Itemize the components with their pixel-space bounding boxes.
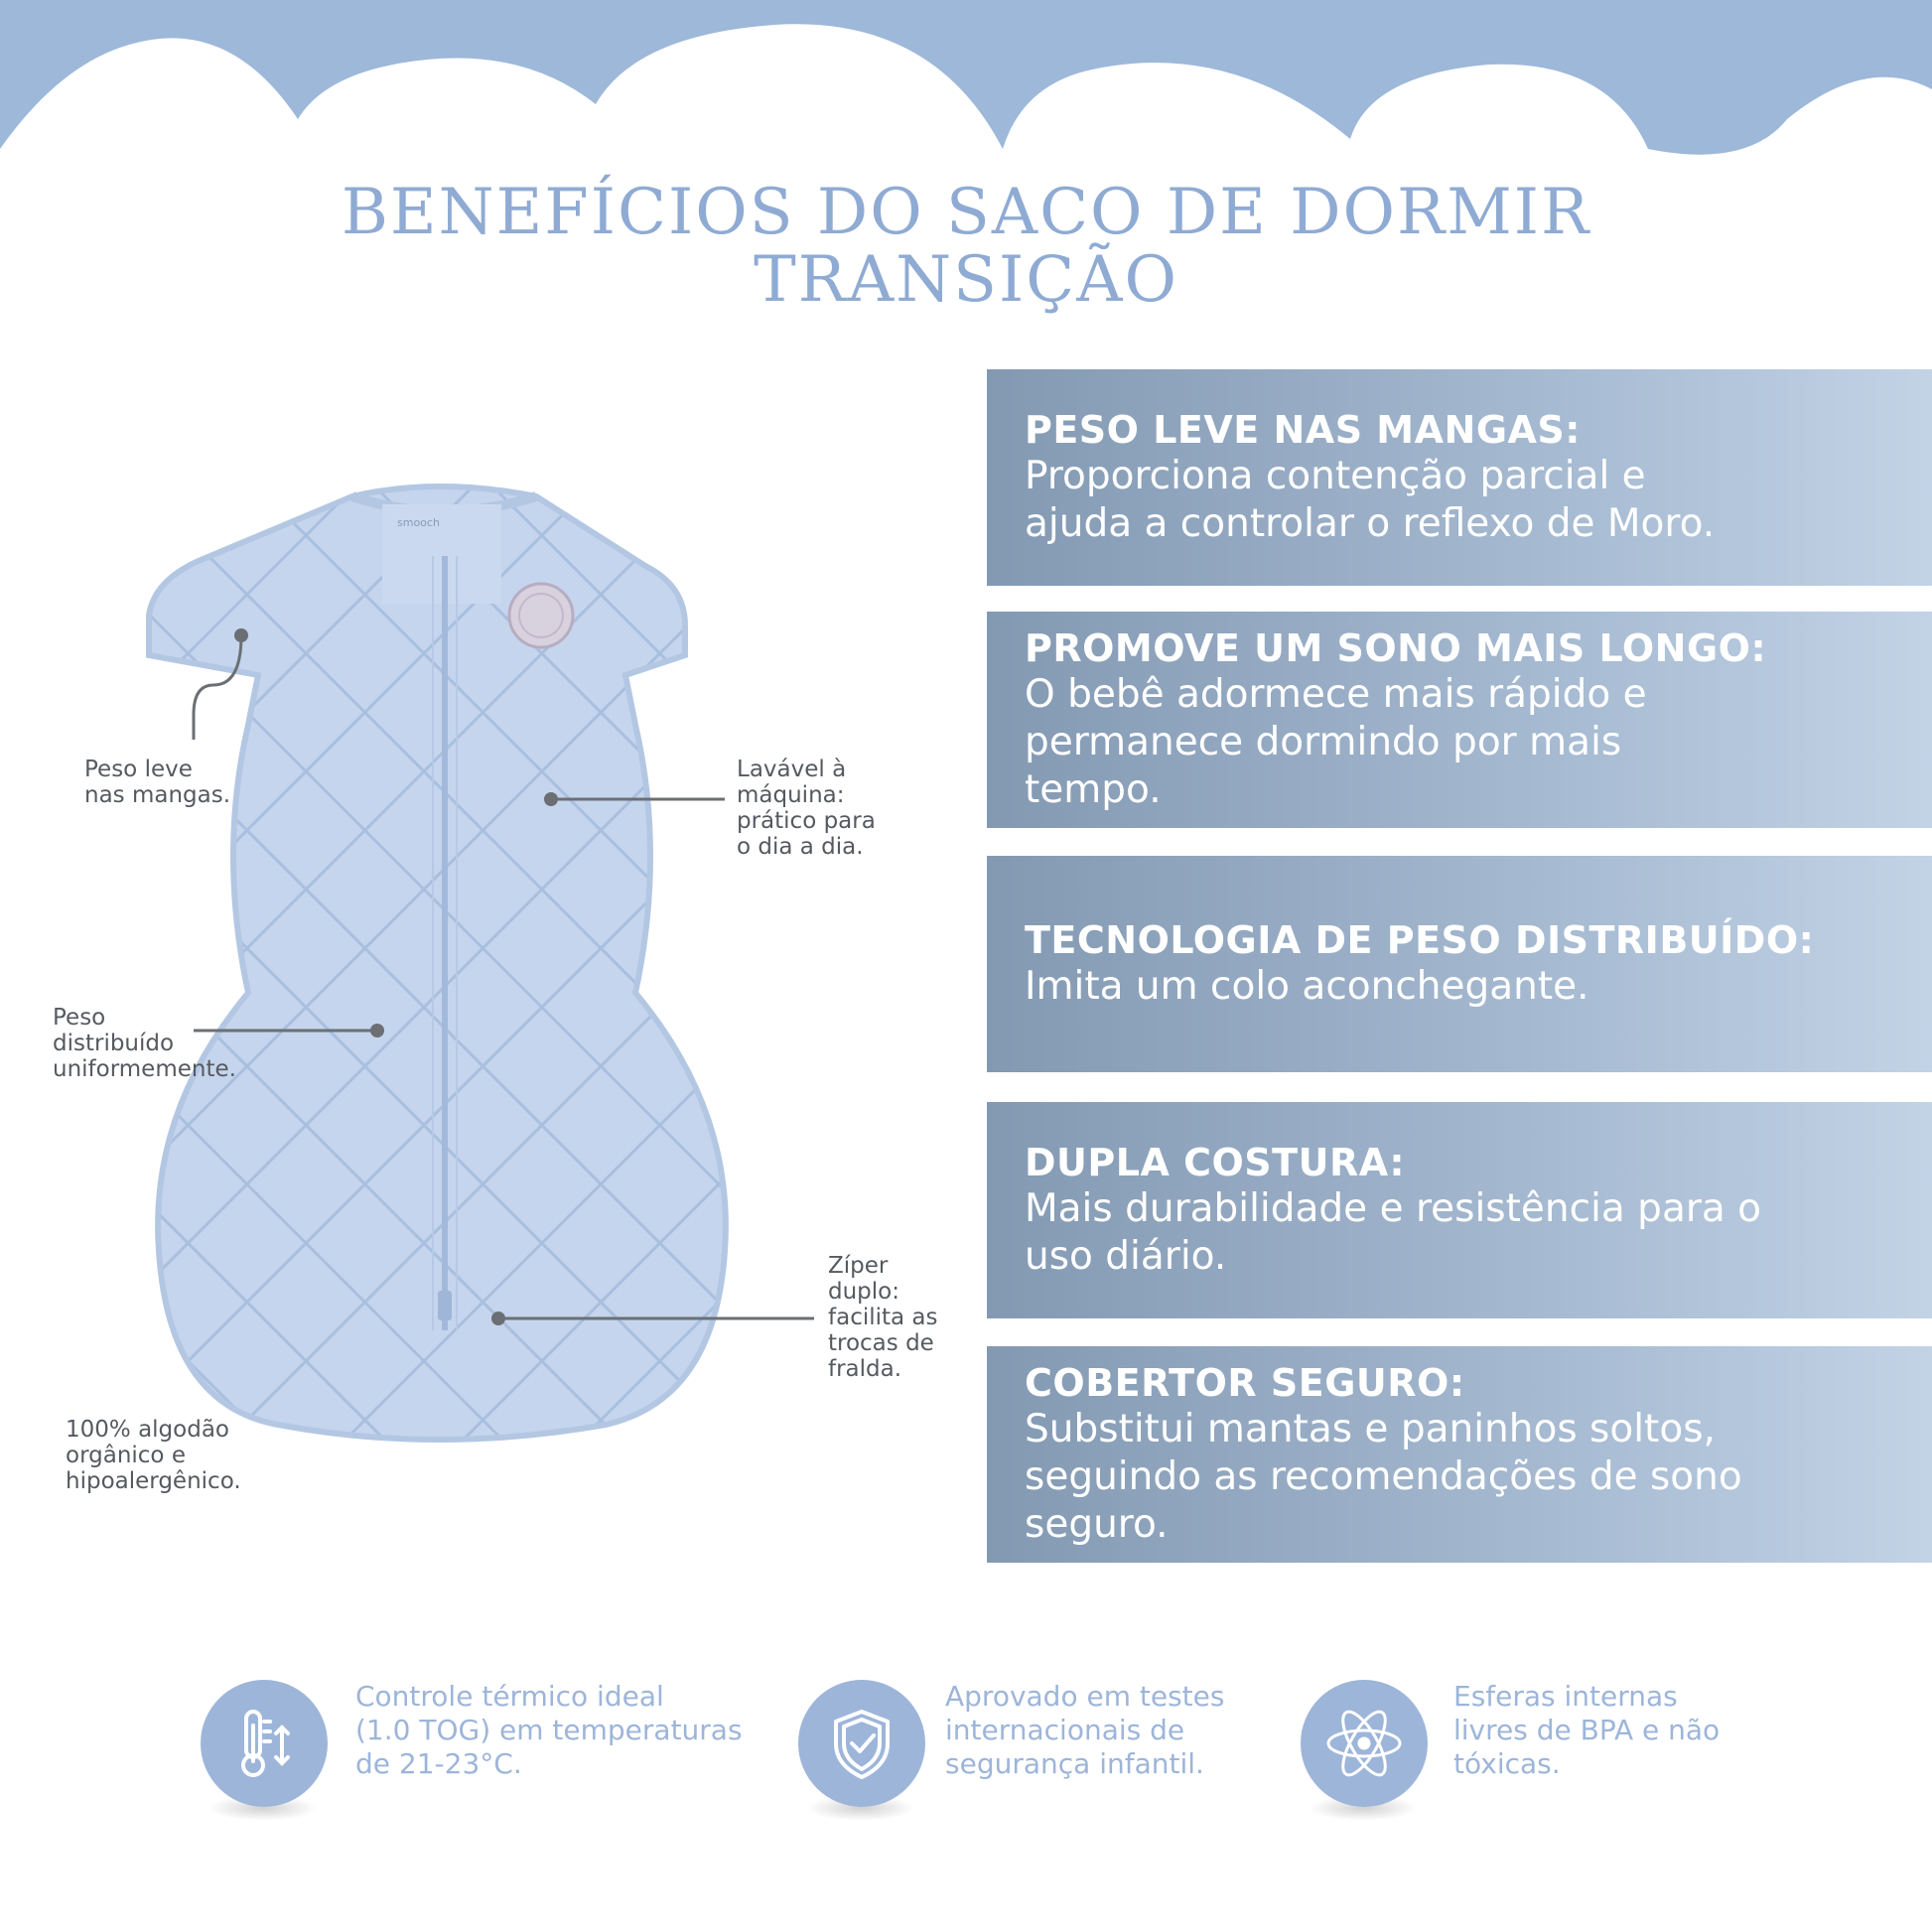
feature-safety-tested: Aprovado em testes internacionais de segurança infantil. xyxy=(945,1680,1225,1780)
feature-bpa-free: Esferas internas livres de BPA e não tóxicas. xyxy=(1453,1680,1721,1780)
benefit-text: Mais durabilidade e resistência para o xyxy=(1025,1186,1762,1231)
benefit-text: tempo. xyxy=(1025,767,1162,812)
page-title xyxy=(0,176,1932,317)
benefit-text: O bebê adormece mais rápido e xyxy=(1025,672,1647,717)
sleep-sack-image xyxy=(129,477,745,1449)
benefit-panel-light-sleeves xyxy=(987,369,1932,586)
cloud-banner xyxy=(0,0,1932,179)
benefit-title: COBERTOR SEGURO: xyxy=(1025,1361,1465,1405)
benefit-title: PESO LEVE NAS MANGAS: xyxy=(1025,408,1581,452)
brand-label: smooch xyxy=(397,516,440,529)
benefit-title: DUPLA COSTURA: xyxy=(1025,1141,1406,1184)
benefit-text: seguro. xyxy=(1025,1502,1169,1547)
callout-double-zipper: Zíper duplo: facilita as trocas de fralda. xyxy=(828,1253,938,1382)
benefit-text: permanece dormindo por mais xyxy=(1025,720,1622,764)
benefit-title: PROMOVE UM SONO MAIS LONGO: xyxy=(1025,626,1767,670)
benefit-text: ajuda a controlar o reflexo de Moro. xyxy=(1025,501,1716,546)
benefit-text: Substitui mantas e paninhos soltos, xyxy=(1025,1407,1716,1451)
callout-distributed-weight: Peso distribuído uniformemente. xyxy=(53,1005,236,1082)
callout-light-sleeves: Peso leve nas mangas. xyxy=(84,757,231,808)
callout-machine-washable: Lavável à máquina: prático para o dia a dia. xyxy=(737,757,876,860)
shield-check-icon xyxy=(798,1680,925,1807)
feature-thermal-control: Controle térmico ideal (1.0 TOG) em temperaturas de 21-23°C. xyxy=(355,1680,743,1780)
page-title-line-2: TRANSIÇÃO xyxy=(754,243,1178,317)
benefit-panel-safe-blanket xyxy=(987,1346,1932,1563)
benefit-text: Proporciona contenção parcial e xyxy=(1025,454,1646,498)
benefit-title: TECNOLOGIA DE PESO DISTRIBUÍDO: xyxy=(1025,918,1815,962)
thermometer-icon xyxy=(201,1680,328,1807)
benefit-panel-weight-technology xyxy=(987,856,1932,1072)
benefit-panel-double-seam xyxy=(987,1102,1932,1318)
page-title-line-1: BENEFÍCIOS DO SACO DE DORMIR xyxy=(341,176,1591,249)
atom-icon xyxy=(1301,1680,1428,1807)
benefit-panel-longer-sleep xyxy=(987,612,1932,828)
benefit-text: uso diário. xyxy=(1025,1234,1227,1279)
callout-organic-cotton: 100% algodão orgânico e hipoalergênico. xyxy=(66,1417,241,1494)
benefit-text: seguindo as recomendações de sono xyxy=(1025,1454,1742,1499)
benefit-text: Imita um colo aconchegante. xyxy=(1025,964,1589,1009)
